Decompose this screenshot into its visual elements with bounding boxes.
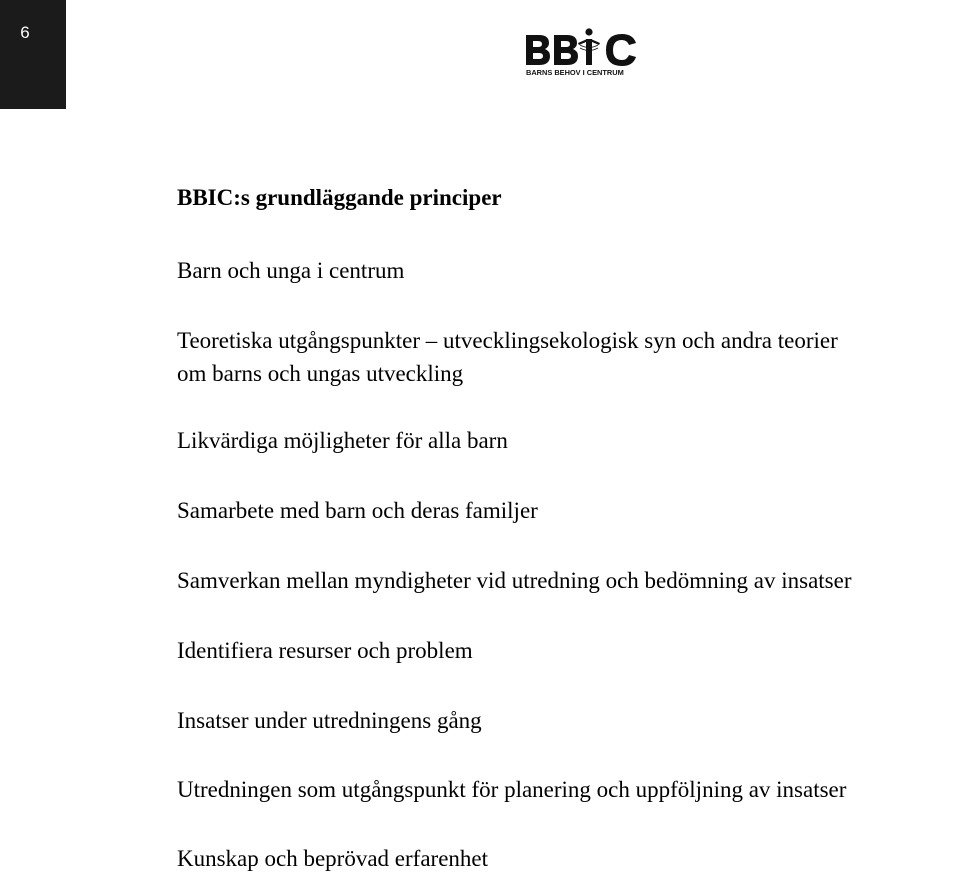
principle-item <box>177 254 404 287</box>
principle-item <box>177 704 482 737</box>
principle-text-continued: om barns och ungas utveckling <box>177 361 464 386</box>
principle-text: Samarbete med barn och deras familjer <box>177 498 538 523</box>
principle-text: Samverkan mellan myndigheter vid utredning och bedömning av insatser <box>177 568 852 593</box>
principle-item <box>177 842 488 875</box>
principle-text: Identifiera resurser och problem <box>177 638 473 663</box>
principle-item <box>177 564 852 597</box>
principle-item <box>177 494 538 527</box>
principle-item <box>177 324 838 390</box>
logo-tagline: BARNS BEHOV I CENTRUM <box>526 68 624 77</box>
page-number: 6 <box>20 23 30 42</box>
principle-item <box>177 424 508 457</box>
principle-text: Teoretiska utgångspunkter – utvecklingsekologisk syn och andra teorier <box>177 328 838 353</box>
bbic-logo-graphic <box>524 28 640 78</box>
principle-text: Insatser under utredningens gång <box>177 708 482 733</box>
principle-text: Utredningen som utgångspunkt för planering och uppföljning av insatser <box>177 777 847 802</box>
principle-text: Likvärdiga möjligheter för alla barn <box>177 428 508 453</box>
principle-text: Kunskap och beprövad erfarenhet <box>177 846 489 871</box>
principle-text: Barn och unga i centrum <box>177 258 405 283</box>
page-number-tab <box>0 0 66 109</box>
page-title: BBIC:s grundläggande principer <box>177 185 502 210</box>
principle-item <box>177 634 473 667</box>
principle-item <box>177 773 846 806</box>
bbic-logo <box>524 28 640 78</box>
